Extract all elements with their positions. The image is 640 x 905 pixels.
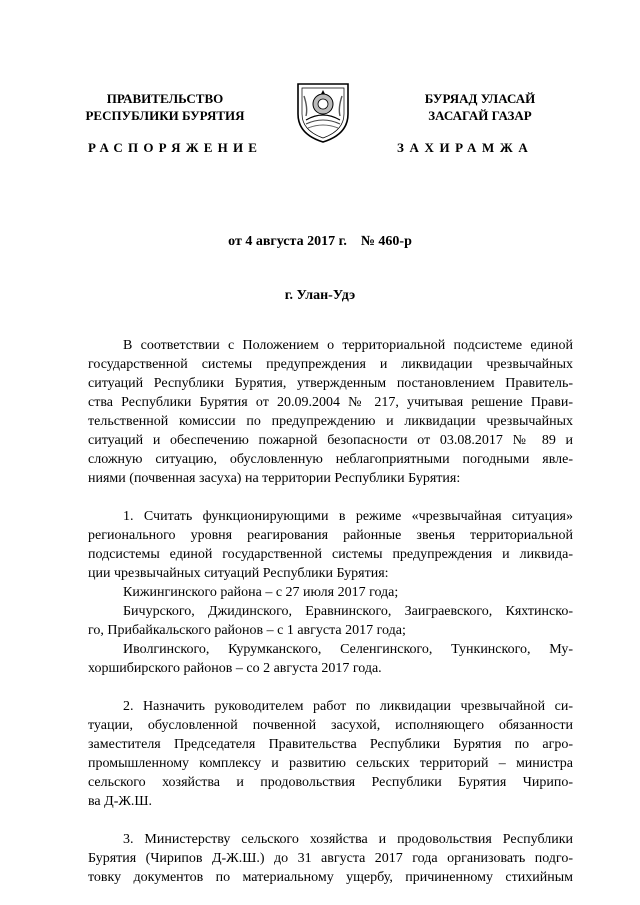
doc-type-buryat: ЗАХИРАМЖА xyxy=(397,140,534,155)
text-line: 1. Считать функционирующими в режиме «чрезвычайная ситуация» xyxy=(123,509,573,524)
date-and-number: от 4 августа 2017 г. № 460-р xyxy=(228,234,412,249)
text-line: ства Республики Бурятия от 20.09.2004 № 217, учитывая решение Прави- xyxy=(88,395,573,410)
text-line: подсистемы единой государственной системы предупреждения и ликвида- xyxy=(88,547,573,562)
text-line: 3. Министерству сельского хозяйства и продовольствия Республики xyxy=(123,832,573,847)
header-line: РЕСПУБЛИКИ БУРЯТИЯ xyxy=(85,108,245,123)
text-line: заместителя Председателя Правительства Республики Бурятия по агро- xyxy=(88,737,573,752)
text-line: Бичурского, Джидинского, Еравнинского, Заиграевского, Кяхтинско- xyxy=(123,604,573,619)
text-line: хоршибирского районов – со 2 августа 2017 года. xyxy=(88,661,382,676)
document-body xyxy=(88,336,573,887)
text-line: сложную ситуацию, обусловленную неблагоприятными погодными явле- xyxy=(88,452,573,467)
text-line: ситуаций и обеспечению пожарной безопасности от 03.08.2017 № 89 и xyxy=(88,433,573,448)
text-line: ниями (почвенная засуха) на территории Республики Бурятия: xyxy=(88,471,461,486)
government-header-buryat xyxy=(380,90,580,124)
text-line: ции чрезвычайных ситуаций Республики Бурятия: xyxy=(88,566,389,581)
text-line: регионального уровня реагирования районные звенья территориальной xyxy=(88,528,573,543)
header-line: БУРЯАД УЛАСАЙ xyxy=(424,91,536,106)
city: г. Улан-Удэ xyxy=(284,288,356,303)
text-line: промышленному комплексу и развитию сельских территорий – министра xyxy=(88,756,573,771)
text-line: ситуаций Республики Бурятия, утвержденным постановлением Правитель- xyxy=(88,376,573,391)
text-line: туации, обусловленной почвенной засухой, исполняющего обязанности xyxy=(88,718,573,733)
header-line: ЗАСАГАЙ ГАЗАР xyxy=(428,108,532,123)
text-line: го, Прибайкальского районов – с 1 августа 2017 года; xyxy=(88,623,406,638)
text-line: сельского хозяйства и продовольствия Республики Бурятия Чирипо- xyxy=(88,775,573,790)
text-line: государственной системы предупреждения и ликвидации чрезвычайных xyxy=(88,357,573,372)
coat-of-arms-icon xyxy=(294,80,352,144)
text-line: В соответствии с Положением о территориальной подсистеме единой xyxy=(123,338,573,353)
text-line: ва Д-Ж.Ш. xyxy=(88,794,153,809)
government-header-russian xyxy=(60,90,270,124)
text-line: Кижингинского района – с 27 июля 2017 года; xyxy=(123,585,399,600)
text-line: тельственной комиссии по предупреждению и ликвидации чрезвычайных xyxy=(88,414,573,429)
text-line: Бурятия (Чирипов Д-Ж.Ш.) до 31 августа 2017 года организовать подго- xyxy=(88,851,573,866)
text-line: Иволгинского, Курумканского, Селенгинского, Тункинского, Му- xyxy=(123,642,573,657)
header-line: ПРАВИТЕЛЬСТВО xyxy=(106,91,224,106)
text-line: товку документов по материальному ущербу, причиненному стихийным xyxy=(88,870,573,885)
doc-type-russian: РАСПОРЯЖЕНИЕ xyxy=(88,140,263,155)
text-line: 2. Назначить руководителем работ по ликвидации чрезвычайной си- xyxy=(123,699,573,714)
